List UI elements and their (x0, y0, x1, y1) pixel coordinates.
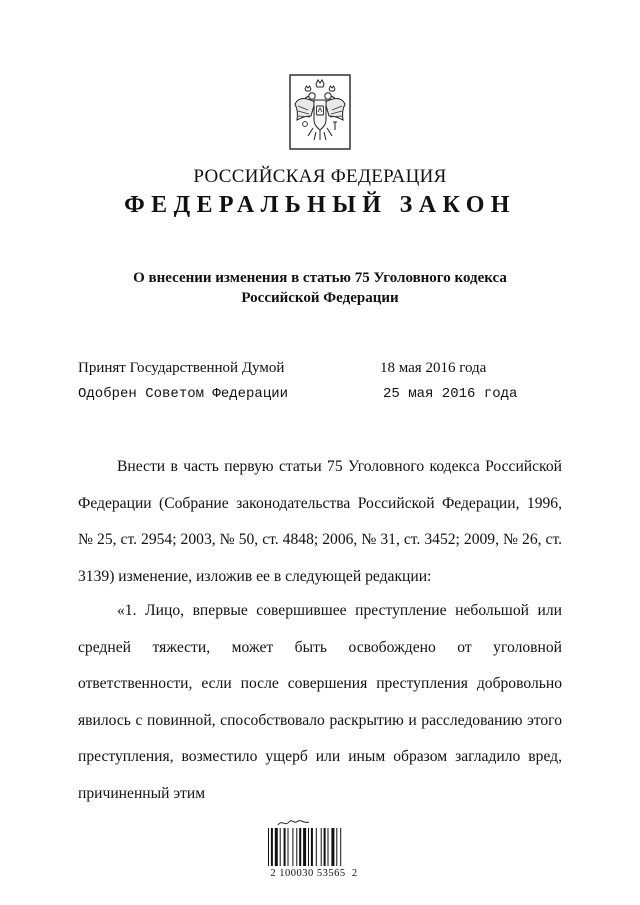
barcode-bar (340, 828, 341, 866)
signature-mark (276, 816, 312, 828)
barcode-bar (316, 828, 317, 866)
council-approval-label: Одобрен Советом Федерации (78, 386, 289, 402)
law-title (0, 268, 640, 308)
barcode-bar (324, 828, 326, 866)
body-paragraph-1 (78, 449, 562, 595)
barcode-bar (321, 828, 322, 866)
barcode-bar (303, 828, 306, 866)
barcode-bar (284, 828, 286, 866)
barcode-bar (311, 828, 313, 866)
body-paragraph-2 (78, 593, 562, 812)
duma-adoption-date: 18 мая 2016 года (380, 360, 487, 376)
duma-adoption-label: Принят Государственной Думой (78, 360, 285, 376)
barcode-bar (292, 828, 293, 866)
barcode-bar (268, 828, 269, 866)
barcode-bar (308, 828, 309, 866)
law-title-line-2: Российской Федерации (241, 290, 399, 306)
law-title-line-1: О внесении изменения в статью 75 Уголовного кодекса (133, 270, 507, 286)
barcode-bar (331, 828, 334, 866)
barcode-number: 2 100030 53565 2 (270, 868, 358, 879)
barcode-bars (268, 828, 354, 866)
barcode-bar (275, 828, 278, 866)
barcode-bar (280, 828, 281, 866)
barcode-bar (299, 828, 301, 866)
barcode-bar (336, 828, 337, 866)
paragraph-1-text: Внести в часть первую статьи 75 Уголовного кодекса Российской Федерации (Собрание законодательства Российской Федерации, 1996, № 25, ст. 2954; 2003, № 50, ст. 4848; 2006, № 31, ст. 3452; 2009, № 26, ст. 3139) изменение, изложив ее в следующей редакции: (78, 458, 562, 585)
barcode-bar (328, 828, 329, 866)
barcode-bar (296, 828, 297, 866)
country-heading: РОССИЙСКАЯ ФЕДЕРАЦИЯ (193, 166, 447, 187)
barcode-bar (271, 828, 273, 866)
barcode-bar (288, 828, 289, 866)
paragraph-2-text: «1. Лицо, впервые совершившее преступление небольшой или средней тяжести, может быть освобождено от уголовной ответственности, если после совершения преступления добровольно явилось с повинной, способствовало раскрытию и расследованию этого преступления, возместило ущерб или иным образом загладило вред, причиненный этим (78, 602, 562, 802)
coat-of-arms-emblem (289, 74, 351, 150)
law-type-heading: ФЕДЕРАЛЬНЫЙ ЗАКОН (124, 192, 516, 218)
council-approval-date: 25 мая 2016 года (383, 386, 518, 402)
